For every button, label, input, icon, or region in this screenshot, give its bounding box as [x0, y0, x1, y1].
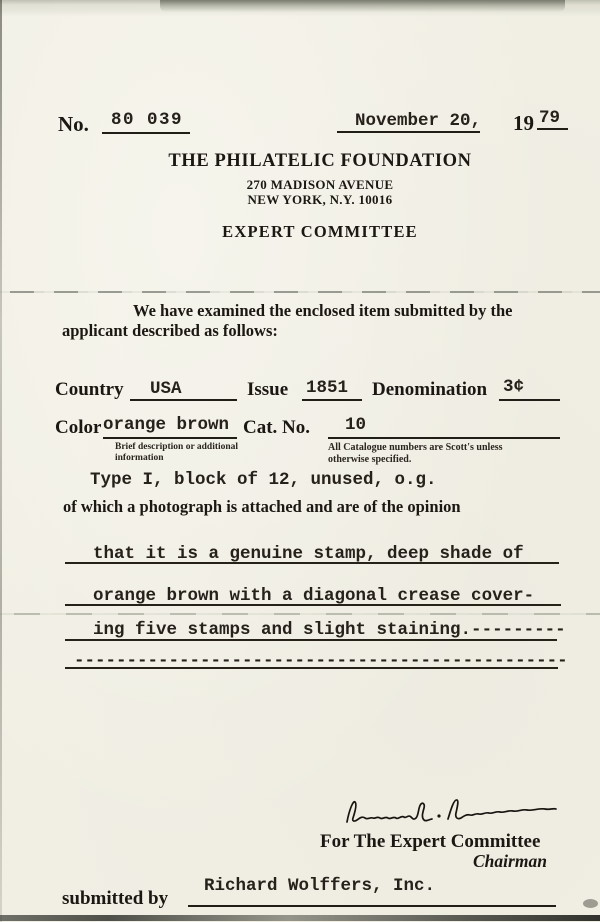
catno-field-caption: All Catalogue numbers are Scott's unless otherwise specified. [328, 442, 503, 465]
year-printed-prefix: 19 [513, 111, 534, 135]
issue-value: 1851 [306, 378, 349, 398]
catno-value: 10 [345, 415, 367, 435]
fold-line-upper [0, 291, 600, 293]
org-address-line1: 270 MADISON AVENUE [246, 177, 394, 192]
org-address-line2: NEW YORK, N.Y. 10016 [247, 192, 393, 207]
date-rule [337, 131, 480, 133]
description-typed: Type I, block of 12, unused, o.g. [90, 470, 437, 490]
opinion-line-2: orange brown with a diagonal crease cover- [93, 586, 535, 606]
certificate-no-value: 80 039 [111, 110, 184, 130]
catno-rule [328, 437, 560, 439]
issue-label: Issue [247, 379, 289, 400]
scan-left-edge [0, 0, 2, 922]
color-rule [103, 437, 237, 439]
submitted-by-value: Richard Wolffers, Inc. [204, 876, 436, 896]
fold-line-lower [0, 613, 600, 615]
opinion-intro: of which a photograph is attached and are of the opinion [63, 497, 461, 516]
year-typed-value: 79 [539, 108, 561, 128]
committee-title: EXPERT COMMITTEE [222, 222, 418, 241]
submitted-by-label: submitted by [62, 888, 169, 909]
intro-line1: We have examined the enclosed item submitted by the [133, 301, 513, 320]
org-name: THE PHILATELIC FOUNDATION [168, 151, 472, 171]
country-label: Country [55, 379, 124, 400]
year-rule [537, 128, 568, 130]
certificate-no-rule [102, 132, 190, 134]
certificate-no-label: No. [58, 112, 89, 136]
chairman-signature [344, 794, 558, 828]
chairman-label: Chairman [473, 851, 547, 871]
scan-bottom-edge [0, 915, 600, 921]
country-value: USA [150, 379, 182, 399]
opinion-line-3: ing five stamps and slight staining.--------- [93, 620, 566, 640]
color-value: orange brown [103, 415, 230, 435]
denomination-label: Denomination [372, 379, 488, 400]
denomination-rule [499, 399, 560, 401]
opinion-line-4: ----------------------------------------------- [74, 651, 568, 671]
catno-label: Cat. No. [243, 417, 311, 438]
scan-edge-mark [583, 899, 598, 908]
color-label: Color [55, 417, 102, 438]
intro-line2: applicant described as follows: [62, 321, 278, 340]
denomination-value: 3¢ [503, 377, 525, 397]
country-rule [130, 399, 237, 401]
scan-top-smudge-dark [160, 0, 565, 12]
color-field-caption: Brief description or additional information [115, 442, 239, 464]
for-committee-label: For The Expert Committee [320, 831, 541, 852]
submitted-by-rule [188, 905, 556, 907]
date-value: November 20, [355, 111, 482, 131]
issue-rule [302, 399, 362, 401]
opinion-line-1: that it is a genuine stamp, deep shade of [93, 544, 524, 564]
